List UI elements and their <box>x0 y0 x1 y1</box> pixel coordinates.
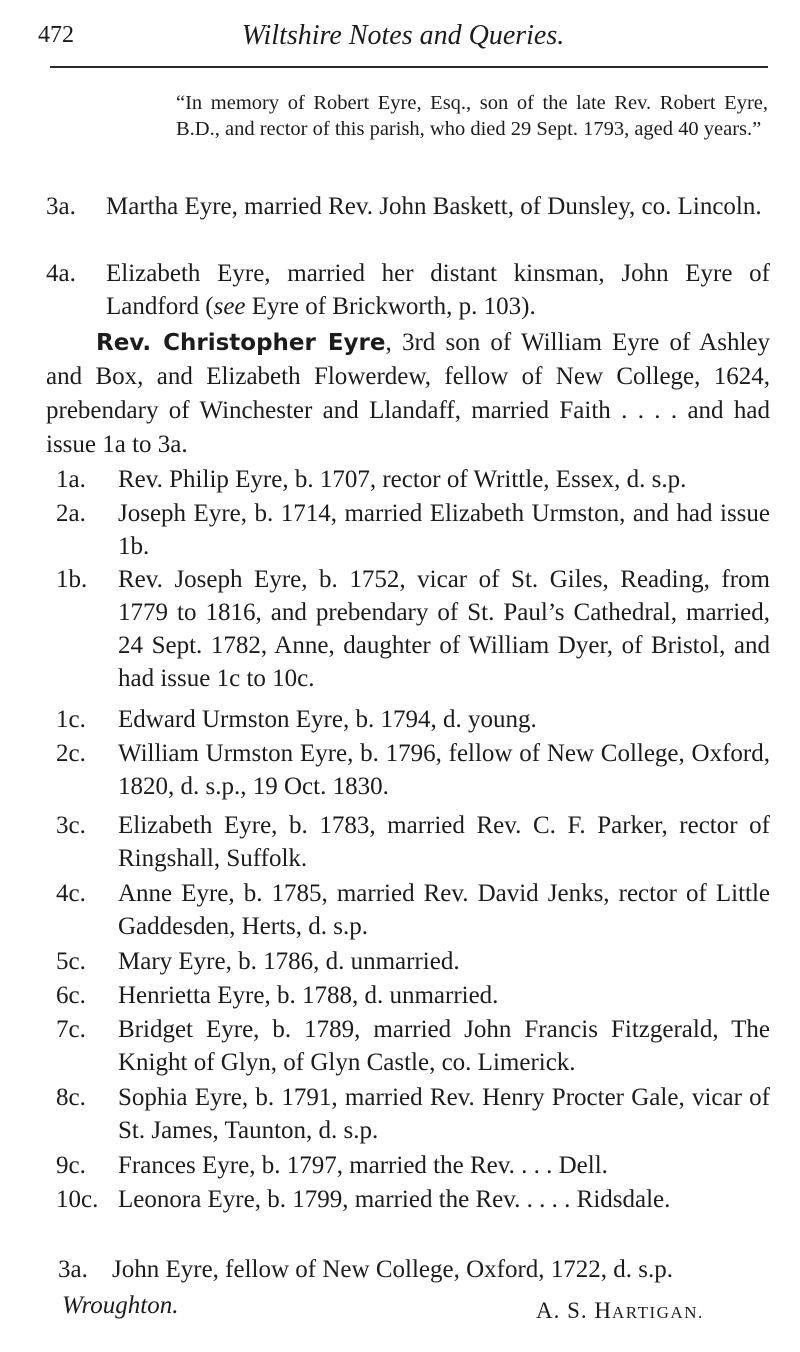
page-number: 472 <box>38 22 74 48</box>
entry-text: Henrietta Eyre, b. 1788, d. unmarried. <box>118 982 499 1009</box>
entry-text: Frances Eyre, b. 1797, married the Rev. . . . Dell. <box>118 1152 608 1179</box>
list-item <box>56 563 770 695</box>
author-smallcaps: ARTIGAN. <box>612 1303 704 1322</box>
running-title: Wiltshire Notes and Queries. <box>241 20 565 51</box>
list-item <box>56 703 770 737</box>
entry-text <box>106 257 770 323</box>
entry-number: 4a. <box>46 260 76 287</box>
entry-text: Elizabeth Eyre, b. 1783, married Rev. C. F. Parker, rector of Ringshall, Suffolk. <box>118 812 770 872</box>
entry-number: 1c. <box>56 706 86 733</box>
entry-number: 9c. <box>56 1152 86 1179</box>
entry-number: 6c. <box>56 982 86 1009</box>
entry-text: Mary Eyre, b. 1786, d. unmarried. <box>118 948 460 975</box>
entry-number: 5c. <box>56 948 86 975</box>
entry-text: Edward Urmston Eyre, b. 1794, d. young. <box>118 706 537 733</box>
header-rule <box>50 66 768 68</box>
entry-text: Leonora Eyre, b. 1799, married the Rev. . . . . Ridsdale. <box>118 1186 671 1213</box>
entry-text <box>106 190 770 223</box>
list-item <box>56 497 770 563</box>
list-item <box>56 877 770 943</box>
entry-number: 8c. <box>56 1084 86 1111</box>
list-item <box>56 809 770 875</box>
memorial-quote: “In memory of Robert Eyre, Esq., son of the late Rev. Robert Eyre, B.D., and rector of this parish, who died 29 Sept. 1793, aged 40 years.” <box>176 92 768 140</box>
entry-text-part: Eyre of Brickworth, p. 103). <box>245 293 536 320</box>
list-item <box>56 737 770 803</box>
author-initials: A. S. H <box>536 1298 613 1323</box>
list-item <box>56 979 770 1013</box>
entry-text: Bridget Eyre, b. 1789, married John Francis Fitzgerald, The Knight of Glyn, of Glyn Castle, co. Limerick. <box>118 1016 770 1076</box>
list-item <box>56 1149 770 1183</box>
entry-4a-elizabeth <box>46 257 770 323</box>
entry-text: John Eyre, fellow of New College, Oxford, 1722, d. s.p. <box>112 1256 674 1283</box>
footer-author <box>536 1298 704 1324</box>
entry-text-part: Elizabeth Eyre, married her distant kinsman, John Eyre of Landford ( <box>106 260 770 320</box>
entry-number: 1b. <box>56 566 88 593</box>
paragraph-text: , 3rd son of William Eyre of Ashley and Box, and Elizabeth Flowerdew, fellow of New College, 1624, prebendary of Winchester and Llandaff, married Faith . . . . and had issue 1a to 3a. <box>46 329 770 458</box>
entry-3a-martha <box>46 190 770 256</box>
list-item <box>56 1183 770 1249</box>
entry-number: 4c. <box>56 880 86 907</box>
entry-text: Anne Eyre, b. 1785, married Rev. David Jenks, rector of Little Gaddesden, Herts, d. s.p. <box>118 880 770 940</box>
list-item <box>58 1253 770 1287</box>
entry-number: 2c. <box>56 740 86 767</box>
entry-number: 1a. <box>56 466 86 493</box>
list-item <box>56 945 770 979</box>
entry-text: Sophia Eyre, b. 1791, married Rev. Henry Procter Gale, vicar of St. James, Taunton, d. s.p. <box>118 1084 770 1144</box>
page-header <box>38 20 768 60</box>
list-item <box>56 1081 770 1147</box>
bold-name: Rev. Christopher Eyre <box>96 330 386 356</box>
entry-number: 3c. <box>56 812 86 839</box>
entry-text: Rev. Joseph Eyre, b. 1752, vicar of St. Giles, Reading, from 1779 to 1816, and prebendary of St. Paul’s Cathedral, married, 24 Sept. 1782, Anne, daughter of William Dyer, of Bristol, and had issue 1c to 10c. <box>118 566 770 692</box>
entry-number: 10c. <box>56 1186 99 1213</box>
list-item <box>56 1013 770 1079</box>
entry-number: 2a. <box>56 500 86 527</box>
entry-text-content: Martha Eyre, married Rev. John Baskett, of Dunsley, co. Lincoln. <box>106 193 762 220</box>
christopher-eyre-paragraph <box>46 326 770 462</box>
entry-text: Joseph Eyre, b. 1714, married Elizabeth Urmston, and had issue 1b. <box>118 500 770 560</box>
entry-text: William Urmston Eyre, b. 1796, fellow of New College, Oxford, 1820, d. s.p., 19 Oct. 1830. <box>118 740 770 800</box>
entry-text: Rev. Philip Eyre, b. 1707, rector of Writtle, Essex, d. s.p. <box>118 466 687 493</box>
entry-number: 7c. <box>56 1016 86 1043</box>
entry-number: 3a. <box>46 193 76 220</box>
footer-place: Wroughton. <box>62 1292 179 1319</box>
list-item <box>56 463 770 497</box>
entry-number: 3a. <box>58 1256 88 1283</box>
entry-text-italic: see <box>213 293 246 320</box>
